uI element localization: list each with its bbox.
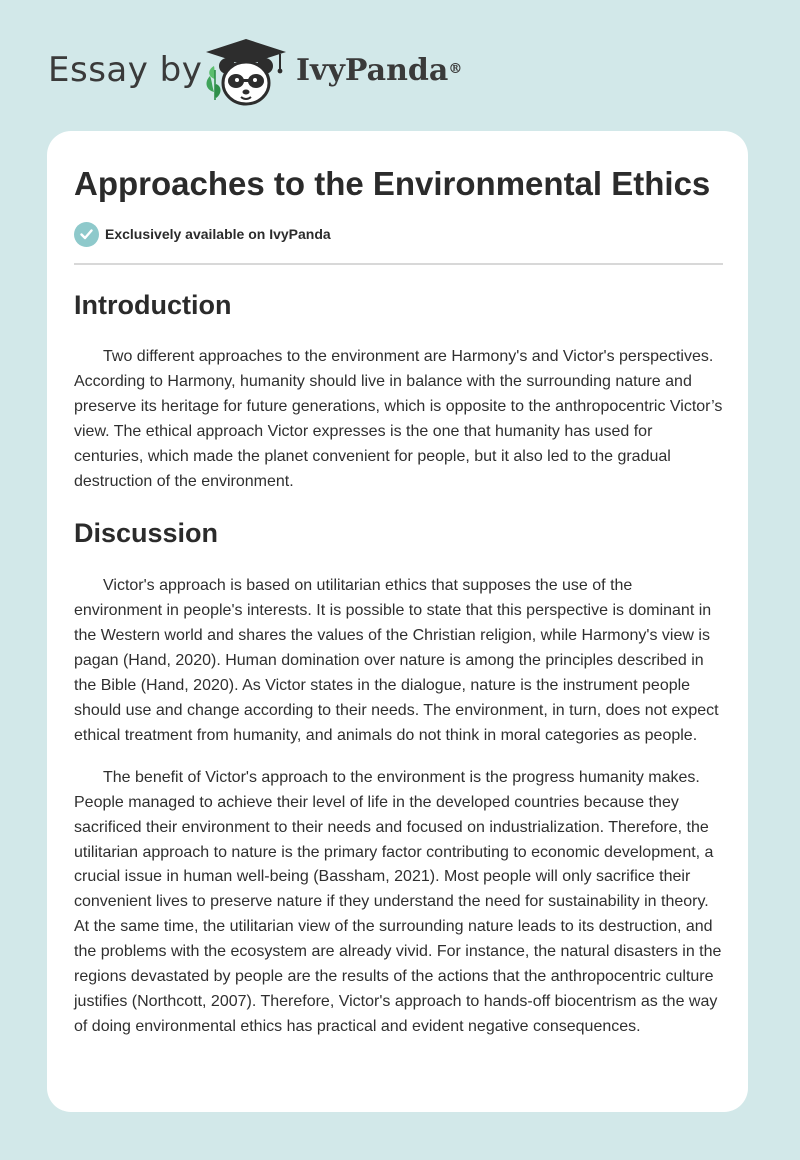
divider xyxy=(74,263,723,265)
essay-by-label: Essay by xyxy=(48,50,203,90)
paragraph-introduction: Two different approaches to the environment are Harmony's and Victor's perspectives. According to Harmony, humanity should live in balance with the surrounding nature and preserve its heritage for future generations, which is opposite to the anthropocentric Victor’s view. The ethical approach Victor expresses is the one that humanity has used for centuries, which made the planet convenient for people, but it also led to the gradual destruction of the environment. xyxy=(74,348,723,490)
section-heading-discussion: Discussion xyxy=(74,518,219,549)
exclusive-badge-label: Exclusively available on IvyPanda xyxy=(105,226,331,242)
panda-graduate-icon[interactable] xyxy=(200,36,292,108)
site-header xyxy=(0,0,800,130)
brand-logo-text[interactable]: IvyPanda® xyxy=(296,53,463,88)
page-title: Approaches to the Environmental Ethics xyxy=(74,165,711,202)
essay-card xyxy=(47,131,748,1112)
paragraph-discussion-2: The benefit of Victor's approach to the environment is the progress humanity makes. People managed to achieve their level of life in the developed countries because they sacrificed their environment to their needs and focused on industrialization. Therefore, the utilitarian approach to nature is the primary factor contributing to economic development, a crucial issue in human well-being (Bassham, 2021). Most people will only sacrifice their convenient lives to preserve nature if they understand the need for sustainability in theory. At the same time, the utilitarian view of the surrounding nature leads to its destruction, and the problems with the ecosystem are already vivid. For instance, the natural disasters in the regions devastated by people are the results of the actions that the anthropocentric culture justifies (Northcott, 2007). Therefore, Victor's approach to hands-off biocentrism as the way of doing environmental ethics has practical and evident negative consequences. xyxy=(74,768,722,1035)
check-icon xyxy=(74,222,99,247)
section-heading-introduction: Introduction xyxy=(74,290,232,320)
exclusive-badge xyxy=(74,221,721,247)
paragraph-discussion-1: Victor's approach is based on utilitarian ethics that supposes the use of the environment in people's interests. It is possible to state that this perspective is dominant in the Western world and shares the values of the Christian religion, while Harmony's view is pagan (Hand, 2020). Human domination over nature is among the principles described in the Bible (Hand, 2020). As Victor states in the dialogue, nature is the instrument people should use and change according to their needs. The environment, in turn, does not expect ethical treatment from humanity, and animals do not think in moral categories as people. xyxy=(74,577,719,744)
trademark-symbol: ® xyxy=(448,61,463,77)
